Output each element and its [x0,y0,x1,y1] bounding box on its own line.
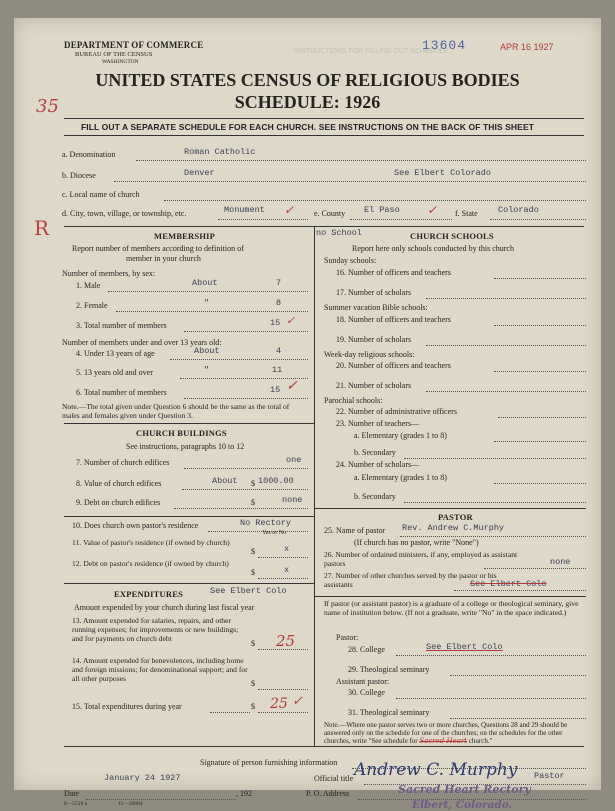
pastor-note [324,721,586,745]
sunday-schools-label: Sunday schools: [324,256,377,265]
expenditures-intro: Amount expended by your church during last fiscal year [74,603,255,612]
q17-label: 17. Number of scholars [336,288,412,297]
pastor-note-end: church." [468,737,493,745]
divider [314,596,586,597]
membership-note: Note.—The total given under Question 6 should be the same as the total of males and females given under Question 3. [62,402,290,420]
denomination-label: a. Denomination [62,150,116,159]
field-line [484,568,586,569]
divider [64,226,584,227]
q20-label: 20. Number of officers and teachers [336,361,451,370]
field-line [184,331,308,332]
graduate-note: If pastor (or assistant pastor) is a graduate of a college or theological seminary, give name of institution below. (If not a graduate, write "No" in the space indicated.) [324,599,579,617]
signature: Andrew C. Murphy [354,760,518,780]
received-date-stamp: APR 16 1927 [500,42,554,52]
city-value: Monument [224,205,265,215]
state-value: Colorado [498,205,539,215]
bureau-name: BUREAU OF THE CENSUS [75,51,153,58]
address-line-1: Sacred Heart Rectory [398,783,531,796]
field-line [404,458,586,459]
field-line [114,181,586,182]
field-line [350,219,452,220]
membership-intro: Report number of members according to definition of [72,244,244,253]
q25-value: Rev. Andrew C.Murphy [402,523,505,533]
buildings-subheading: See instructions, paragraphs 10 to 12 [126,442,245,451]
q7-value: one [286,455,302,465]
q18-label: 18. Number of officers and teachers [336,315,451,324]
members-by-sex-label: Number of members, by sex: [62,269,156,278]
q23-label: 23. Number of teachers— [336,419,420,428]
pastor-note-fill: Sacred Heart [419,737,468,745]
summer-schools-label: Summer vacation Bible schools: [324,303,428,312]
field-line [164,200,586,201]
department-name: DEPARTMENT OF COMMERCE [64,40,204,50]
field-line [182,489,308,490]
q13-value: 25 [276,632,296,650]
q8-value: 1000.00 [258,476,294,486]
field-line [170,359,308,360]
dollar-sign: $ [251,568,255,577]
check-mark: ✓ [286,314,296,327]
q8-note: About [212,476,238,486]
check-mark: ✓ [427,203,438,217]
dollar-sign: $ [251,639,255,648]
field-line [174,508,308,509]
state-label: f. State [455,209,478,218]
pastor-note-text: Note.—Where one pastor serves two or more churches, Questions 28 and 29 should be answered only on the schedule for one of the churches; on the schedules for the other churches, write "See schedule for [324,721,568,745]
city-label: d. City, town, village, or township, etc. [62,209,187,218]
q6-value: 15 [270,385,281,395]
q28-value: See Elbert Colo [426,642,503,652]
serial-number: 13604 [422,38,467,53]
divider [64,118,584,119]
local-church-name-label: c. Local name of church [62,190,140,199]
q11-label: 11. Value of pastor's residence (if owned by church) [72,538,230,547]
field-line [116,311,308,312]
field-line [258,557,308,558]
divider [64,516,314,517]
field-line [426,391,586,392]
q3-label: 3. Total number of members [76,321,167,330]
county-value: El Paso [364,205,400,215]
age-intro-label: Number of members under and over 13 years old: [62,338,222,347]
q13-label: 13. Amount expended for salaries, repairs, and other running expenses; for improvements or new buildings; and for payments on church debt [72,616,239,643]
q4-label: 4. Under 13 years of age [76,349,155,358]
dollar-sign: $ [251,498,255,507]
field-line [218,219,308,220]
city-name: WASHINGTON [102,59,139,65]
divider [64,135,584,136]
divider [314,508,586,509]
field-line [454,590,586,591]
diocese-label: b. Diocese [62,171,96,180]
field-line [450,718,586,719]
field-line [494,325,586,326]
expenditures-note: See Elbert Colo [210,586,287,596]
no-school-note: no School [316,228,362,238]
divider [64,583,314,584]
schools-intro: Report here only schools conducted by this church [352,244,514,253]
check-mark: ✓ [286,378,298,394]
q4-value: 4 [276,346,282,356]
q27-label: 27. Number of other churches served by the pastor or his assistants [324,571,497,589]
q26-label: 26. Number of ordained ministers, if any, employed as assistant pastors [324,550,518,568]
q16-label: 16. Number of officers and teachers [336,268,451,277]
official-title-value: Pastor [534,771,565,781]
diocese-note: See Elbert Colorado [394,168,491,178]
field-line [426,298,586,299]
q11-value: x [284,544,290,554]
address-line-2: Elbert, Colorado. [412,799,513,811]
q12-value: x [284,565,290,575]
q30-label: 30. College [348,688,385,697]
signature-label: Signature of person furnishing information [200,758,338,767]
q15-label: 15. Total expenditures during year [72,702,182,711]
q23a-label: a. Elementary (grades 1 to 8) [354,431,447,440]
denomination-value: Roman Catholic [184,147,256,157]
q8-label: 8. Value of church edifices [76,479,162,488]
field-line [404,502,586,503]
q14-label: 14. Amount expended for benevolences, including home and foreign missions; for denominational support; and for all other purposes [72,656,248,683]
po-address-label: P. O. Address [306,789,350,798]
county-label: e. County [314,209,346,218]
q29-label: 29. Theological seminary [348,665,430,674]
margin-handwritten-mark: R [34,216,50,240]
q10-label: 10. Does church own pastor's residence [72,521,199,530]
field-line [210,712,250,713]
q9-label: 9. Debt on church edifices [76,498,161,507]
yes-no-hint: Yes or No [262,530,287,536]
divider [64,423,314,424]
q5-note: " [204,365,210,375]
diocese-value: Denver [184,168,215,178]
field-line [494,371,586,372]
q10-value: No Rectory [240,518,292,528]
date-value: January 24 1927 [104,773,181,783]
q25-label: 25. Name of pastor [324,526,386,535]
form-title: UNITED STATES CENSUS OF RELIGIOUS BODIES [95,70,520,90]
field-line [258,712,308,713]
q27-value: See Elbert Colo [470,579,547,589]
q6-label: 6. Total number of members [76,388,167,397]
q9-value: none [282,495,303,505]
field-line [258,578,308,579]
q2-note: " [204,298,210,308]
dollar-sign: $ [251,702,255,711]
q12-label: 12. Debt on pastor's residence (if owned by church) [72,559,229,568]
field-line [490,219,586,220]
q24b-label: b. Secondary [354,492,396,501]
expenditures-heading: EXPENDITURES [114,589,183,599]
q25-subnote: (If church has no pastor, write "None") [354,538,479,547]
q26-value: none [550,557,571,567]
pastor-heading: PASTOR [438,512,473,522]
instruction-banner: FILL OUT A SEPARATE SCHEDULE FOR EACH CHURCH. SEE INSTRUCTIONS ON THE BACK OF THIS SHEET [80,122,535,132]
pastor-subheading: Pastor: [336,633,359,642]
form-number: 8—5518 a [64,801,88,807]
church-buildings-heading: CHURCH BUILDINGS [136,428,227,438]
dollar-sign: $ [251,547,255,556]
margin-handwritten-number: 35 [36,96,59,117]
divider [64,746,584,747]
q5-value: 11 [272,365,283,375]
field-line [396,655,586,656]
q23b-label: b. Secondary [354,448,396,457]
official-title-label: Official title [314,774,354,783]
weekday-schools-label: Week-day religious schools: [324,350,415,359]
check-mark: ✓ [292,694,303,709]
print-number: 11—30884 [118,801,143,807]
q24a-label: a. Elementary (grades 1 to 8) [354,473,447,482]
field-line [494,483,586,484]
field-line [396,698,586,699]
field-line [400,536,586,537]
q15-value: 25 [270,696,288,712]
q4-note: About [194,346,220,356]
q1-value: 7 [276,278,282,288]
field-line [498,417,586,418]
q2-label: 2. Female [76,301,108,310]
field-line [136,160,586,161]
date-year-suffix: , 192 [236,789,252,798]
check-mark: ✓ [284,203,295,217]
form-subtitle: SCHEDULE: 1926 [234,92,381,112]
q19-label: 19. Number of scholars [336,335,412,344]
field-line [494,441,586,442]
field-line [494,278,586,279]
q22-label: 22. Number of administrative officers [336,407,457,416]
parochial-schools-label: Parochial schools: [324,396,383,405]
dollar-sign: $ [251,679,255,688]
q2-value: 8 [276,298,282,308]
q28-label: 28. College [348,645,385,654]
field-line [450,675,586,676]
membership-intro: member in your church [126,254,201,263]
field-line [86,799,236,800]
field-line [108,291,308,292]
q31-label: 31. Theological seminary [348,708,430,717]
q7-label: 7. Number of church edifices [76,458,170,467]
field-line [184,468,308,469]
church-schools-heading: CHURCH SCHOOLS [410,231,494,241]
column-divider [314,226,315,746]
q1-note: About [192,278,218,288]
field-line [208,531,308,532]
q24-label: 24. Number of scholars— [336,460,420,469]
dollar-sign: $ [251,479,255,488]
date-label: Date [64,789,80,798]
q5-label: 5. 13 years old and over [76,368,153,377]
q1-label: 1. Male [76,281,101,290]
q21-label: 21. Number of scholars [336,381,412,390]
field-line [258,689,308,690]
assistant-subheading: Assistant pastor: [336,677,390,686]
census-schedule-sheet [14,18,601,811]
field-line [426,345,586,346]
field-line [184,398,308,399]
bleed-through-text: INSTRUCTIONS FOR FILLING OUT SCHEDULE [294,48,449,55]
membership-heading: MEMBERSHIP [154,231,216,241]
q3-value: 15 [270,318,281,328]
